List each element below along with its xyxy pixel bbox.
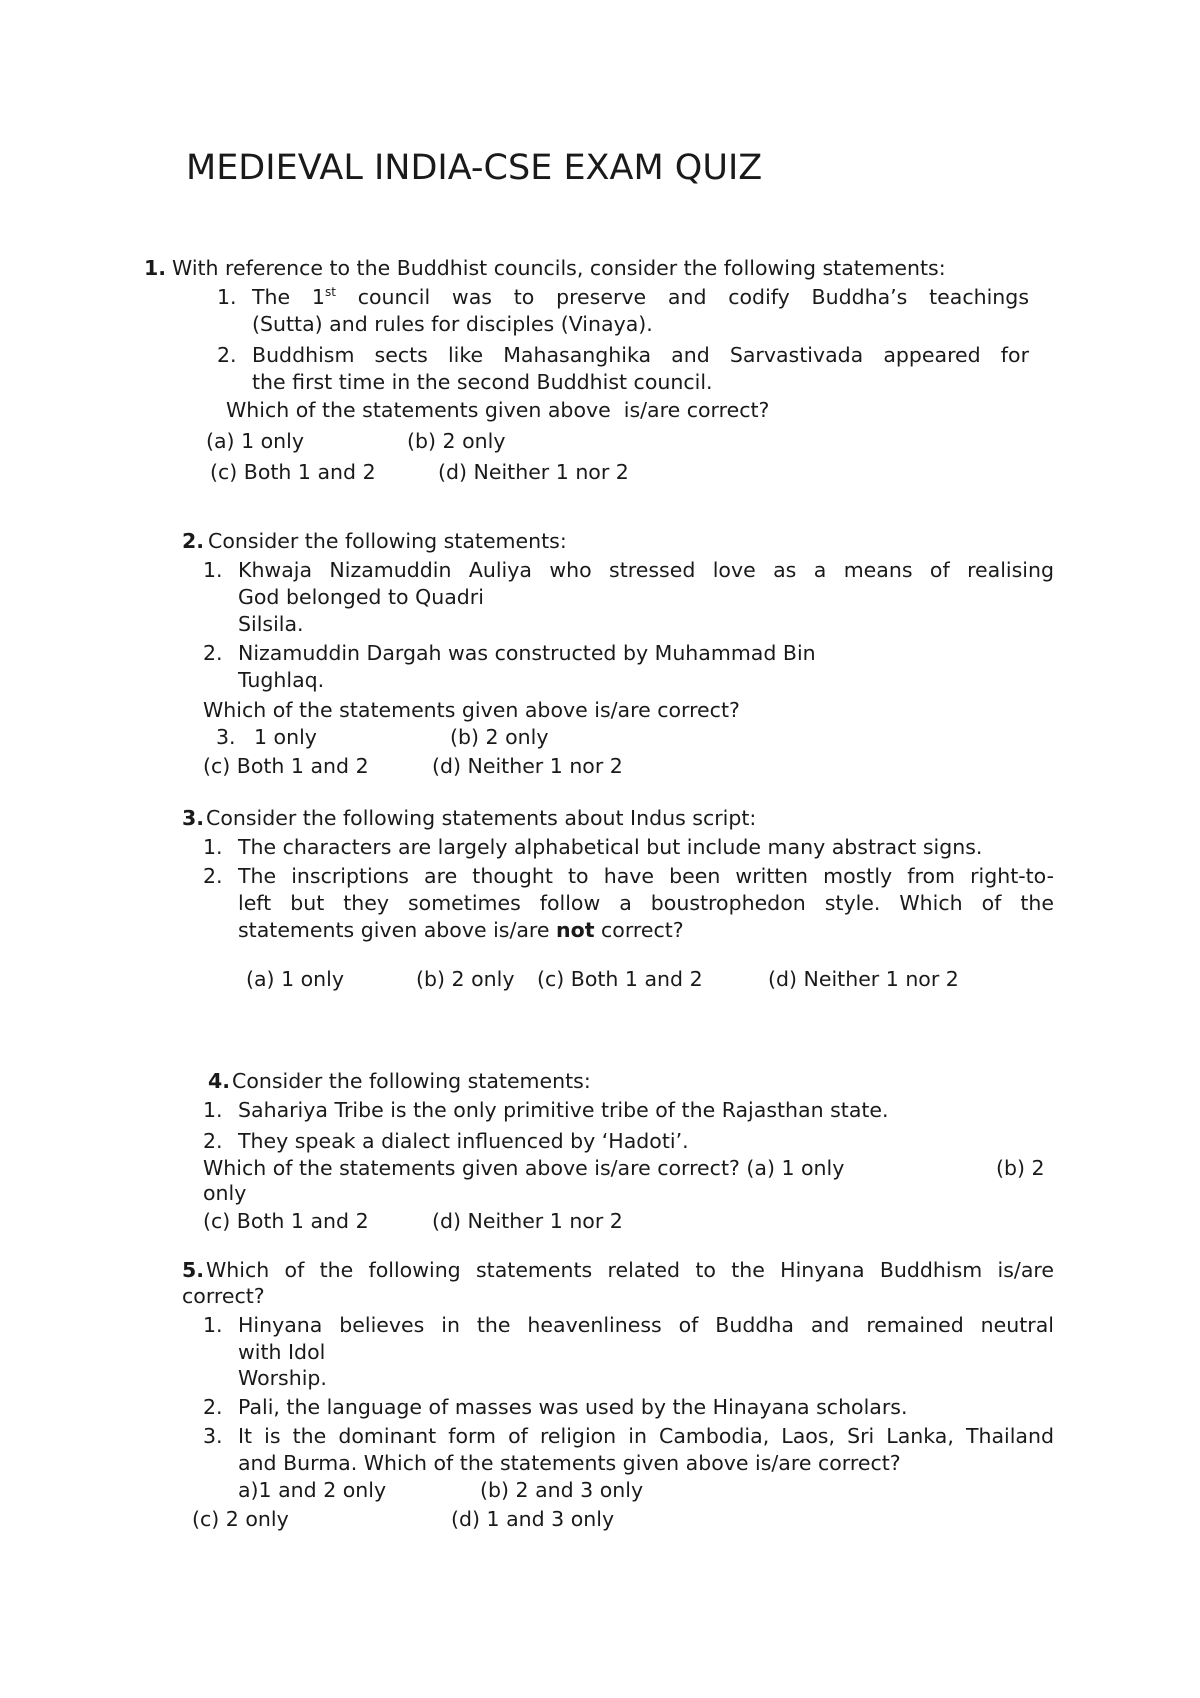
- option-a: a)1 and 2 only: [238, 1478, 387, 1502]
- option-a: (a) 1 only: [246, 967, 344, 991]
- option-c: (c) 2 only: [192, 1507, 289, 1531]
- question-prompt: only: [203, 1181, 247, 1205]
- statement-line: It is the dominant form of religion in Cambodia, Laos, Sri Lanka, Thailand: [238, 1424, 1054, 1448]
- option-c: (c) Both 1 and 2: [203, 1209, 369, 1233]
- option-a: (a) 1 only: [206, 429, 304, 453]
- statement-number: 1.: [203, 835, 223, 859]
- statement-line: Buddhism sects like Mahasanghika and Sarvastivada appeared for: [252, 343, 1029, 367]
- statement-line: The characters are largely alphabetical but include many abstract signs.: [238, 835, 983, 859]
- statement-line: and Burma. Which of the statements given above is/are correct?: [238, 1451, 901, 1475]
- statement-line: Pali, the language of masses was used by the Hinayana scholars.: [238, 1395, 908, 1419]
- statement-line: The 1st council was to preserve and codify Buddha’s teachings: [252, 285, 1029, 309]
- statement-line: left but they sometimes follow a boustrophedon style. Which of the: [238, 891, 1054, 915]
- statement-line: Sahariya Tribe is the only primitive tribe of the Rajasthan state.: [238, 1098, 889, 1122]
- question-prompt: Which of the statements given above is/are correct?: [226, 398, 770, 422]
- option-b: (b) 2 only: [416, 967, 515, 991]
- option-b: (b) 2: [996, 1156, 1045, 1180]
- statement-line: Silsila.: [238, 612, 304, 636]
- statement-line: Hinyana believes in the heavenliness of Buddha and remained neutral: [238, 1313, 1054, 1337]
- question-number: 3.: [182, 806, 205, 830]
- statement-number: 2.: [203, 1395, 223, 1419]
- statement-line: statements given above is/are not correct?: [238, 918, 684, 942]
- question-stem: correct?: [182, 1284, 265, 1308]
- question-stem: Which of the following statements related to the Hinyana Buddhism is/are: [206, 1258, 1054, 1282]
- question-number: 5.: [182, 1258, 205, 1282]
- statement-line: Nizamuddin Dargah was constructed by Muhammad Bin: [238, 641, 816, 665]
- option-c: (c) Both 1 and 2: [203, 754, 369, 778]
- option-d: (d) Neither 1 nor 2: [438, 460, 629, 484]
- question-prompt: Which of the statements given above is/are correct? (a) 1 only: [203, 1156, 845, 1180]
- question-number: 4.: [208, 1069, 231, 1093]
- statement-number: 2.: [217, 343, 237, 367]
- option-d: (d) Neither 1 nor 2: [432, 754, 623, 778]
- statement-line: God belonged to Quadri: [238, 585, 484, 609]
- option-b: (b) 2 only: [450, 725, 549, 749]
- statement-line: The inscriptions are thought to have been written mostly from right-to-: [238, 864, 1054, 888]
- question-stem: Consider the following statements about Indus script:: [206, 806, 757, 830]
- statement-number: 2.: [203, 864, 223, 888]
- option-c: (c) Both 1 and 2: [210, 460, 376, 484]
- statement-number: 2.: [203, 641, 223, 665]
- option-b: (b) 2 and 3 only: [480, 1478, 644, 1502]
- statement-line: Khwaja Nizamuddin Auliya who stressed love as a means of realising: [238, 558, 1054, 582]
- statement-number: 3.: [203, 1424, 223, 1448]
- statement-line: the first time in the second Buddhist council.: [252, 370, 713, 394]
- option-number: 3.: [216, 725, 236, 749]
- statement-line: They speak a dialect influenced by ‘Hadoti’.: [238, 1129, 689, 1153]
- statement-line: with Idol: [238, 1340, 326, 1364]
- option-a: 1 only: [254, 725, 317, 749]
- question-stem: Consider the following statements:: [208, 529, 567, 553]
- statement-number: 1.: [217, 285, 237, 309]
- page-title: MEDIEVAL INDIA-CSE EXAM QUIZ: [186, 148, 763, 188]
- question-stem: With reference to the Buddhist councils, consider the following statements:: [172, 256, 946, 280]
- option-d: (d) Neither 1 nor 2: [768, 967, 959, 991]
- question-number: 1.: [144, 256, 167, 280]
- question-stem: Consider the following statements:: [232, 1069, 591, 1093]
- statement-number: 1.: [203, 558, 223, 582]
- option-b: (b) 2 only: [407, 429, 506, 453]
- option-c: (c) Both 1 and 2: [537, 967, 703, 991]
- statement-line: (Sutta) and rules for disciples (Vinaya).: [252, 312, 653, 336]
- option-d: (d) 1 and 3 only: [451, 1507, 615, 1531]
- statement-line: Tughlaq.: [238, 668, 325, 692]
- statement-number: 2.: [203, 1129, 223, 1153]
- statement-number: 1.: [203, 1313, 223, 1337]
- statement-number: 1.: [203, 1098, 223, 1122]
- statement-line: Worship.: [238, 1366, 327, 1390]
- question-number: 2.: [182, 529, 205, 553]
- option-d: (d) Neither 1 nor 2: [432, 1209, 623, 1233]
- question-prompt: Which of the statements given above is/are correct?: [203, 698, 740, 722]
